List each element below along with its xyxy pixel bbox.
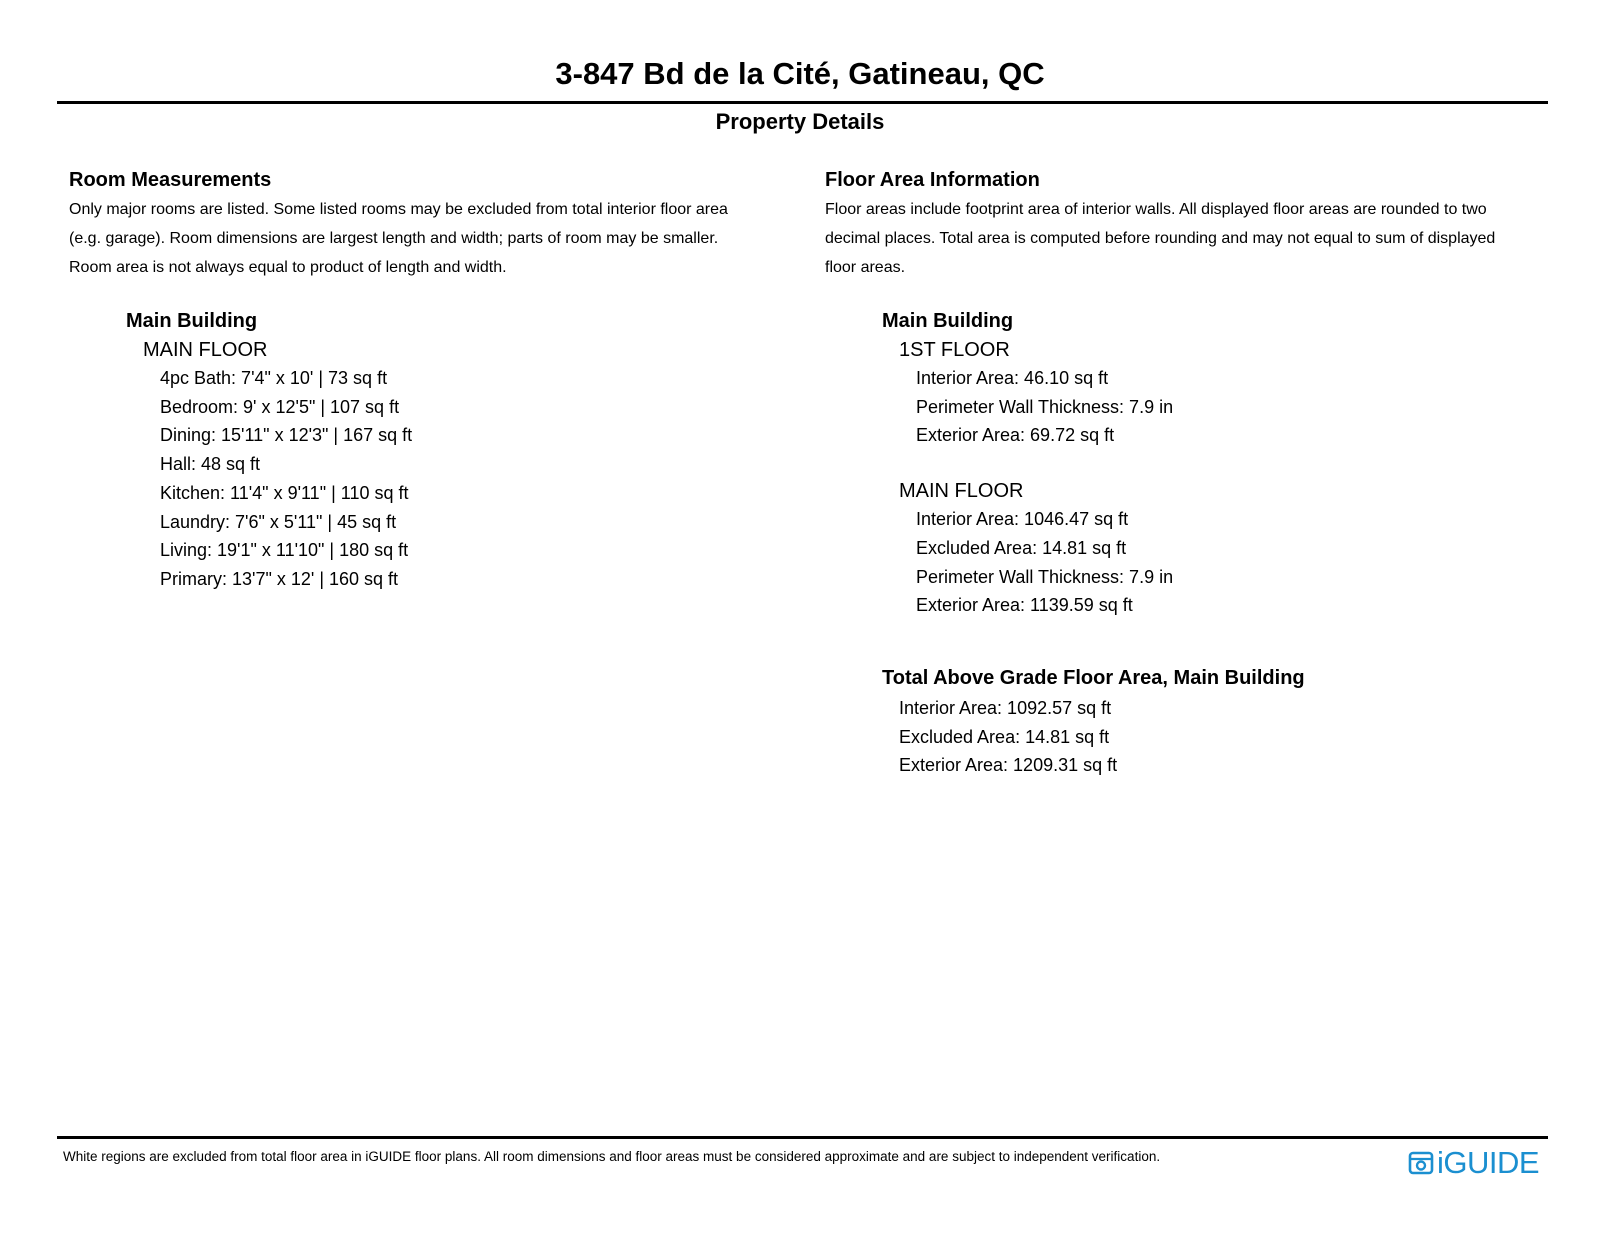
logo-text: iGUIDE [1437, 1145, 1540, 1180]
footer-divider [57, 1136, 1548, 1139]
floor-area-description-line: decimal places. Total area is computed before rounding and may not equal to sum of displayed [825, 230, 1496, 247]
page-title: 3-847 Bd de la Cité, Gatineau, QC [555, 56, 1045, 91]
area-item: Exterior Area: 1139.59 sq ft [916, 595, 1133, 616]
floor-heading: MAIN FLOOR [143, 339, 268, 361]
total-area-item: Exterior Area: 1209.31 sq ft [899, 755, 1118, 776]
total-area-item: Interior Area: 1092.57 sq ft [899, 697, 1112, 718]
room-measurements-section [69, 165, 789, 594]
total-area-heading: Total Above Grade Floor Area, Main Building [882, 666, 1305, 689]
room-item: Kitchen: 11'4" x 9'11" | 110 sq ft [160, 482, 409, 503]
room-item: Dining: 15'11" x 12'3" | 167 sq ft [160, 425, 413, 446]
building-heading: Main Building [882, 310, 1014, 332]
floor-area-section [825, 165, 1565, 780]
area-item: Excluded Area: 14.81 sq ft [916, 537, 1127, 558]
room-measurements-description-line: (e.g. garage). Room dimensions are largest length and width; parts of room may be smaller. [69, 230, 719, 247]
area-item: Perimeter Wall Thickness: 7.9 in [916, 566, 1174, 587]
floor-heading: 1ST FLOOR [899, 339, 1010, 361]
area-item: Interior Area: 1046.47 sq ft [916, 509, 1129, 530]
floor-heading: MAIN FLOOR [899, 480, 1024, 503]
room-item: 4pc Bath: 7'4" x 10' | 73 sq ft [160, 368, 388, 388]
camera-icon [1408, 1150, 1434, 1176]
footer-disclaimer: White regions are excluded from total floor area in iGUIDE floor plans. All room dimensions and floor areas must be considered approximate and are subject to independent verification. [63, 1149, 1161, 1164]
room-measurements-heading: Room Measurements [69, 169, 272, 191]
floor-area-description-line: floor areas. [825, 259, 906, 276]
room-measurements-description-line: Only major rooms are listed. Some listed rooms may be excluded from total interior floor area [69, 201, 728, 218]
building-heading: Main Building [126, 310, 258, 332]
page-subtitle: Property Details [715, 109, 885, 134]
total-area-item: Excluded Area: 14.81 sq ft [899, 726, 1110, 747]
room-measurements-description-line: Room area is not always equal to product of length and width. [69, 259, 507, 276]
header-divider [57, 101, 1548, 104]
iguide-logo [1408, 1145, 1540, 1180]
area-item: Interior Area: 46.10 sq ft [916, 368, 1109, 388]
room-item: Hall: 48 sq ft [160, 454, 261, 475]
room-item: Primary: 13'7" x 12' | 160 sq ft [160, 568, 399, 589]
room-item: Laundry: 7'6" x 5'11" | 45 sq ft [160, 511, 397, 532]
floor-area-heading: Floor Area Information [825, 169, 1040, 191]
floor-area-description-line: Floor areas include footprint area of interior walls. All displayed floor areas are rounded to two [825, 201, 1487, 218]
room-item: Bedroom: 9' x 12'5" | 107 sq ft [160, 396, 400, 417]
area-item: Exterior Area: 69.72 sq ft [916, 425, 1115, 446]
area-item: Perimeter Wall Thickness: 7.9 in [916, 396, 1174, 417]
room-item: Living: 19'1" x 11'10" | 180 sq ft [160, 540, 409, 561]
